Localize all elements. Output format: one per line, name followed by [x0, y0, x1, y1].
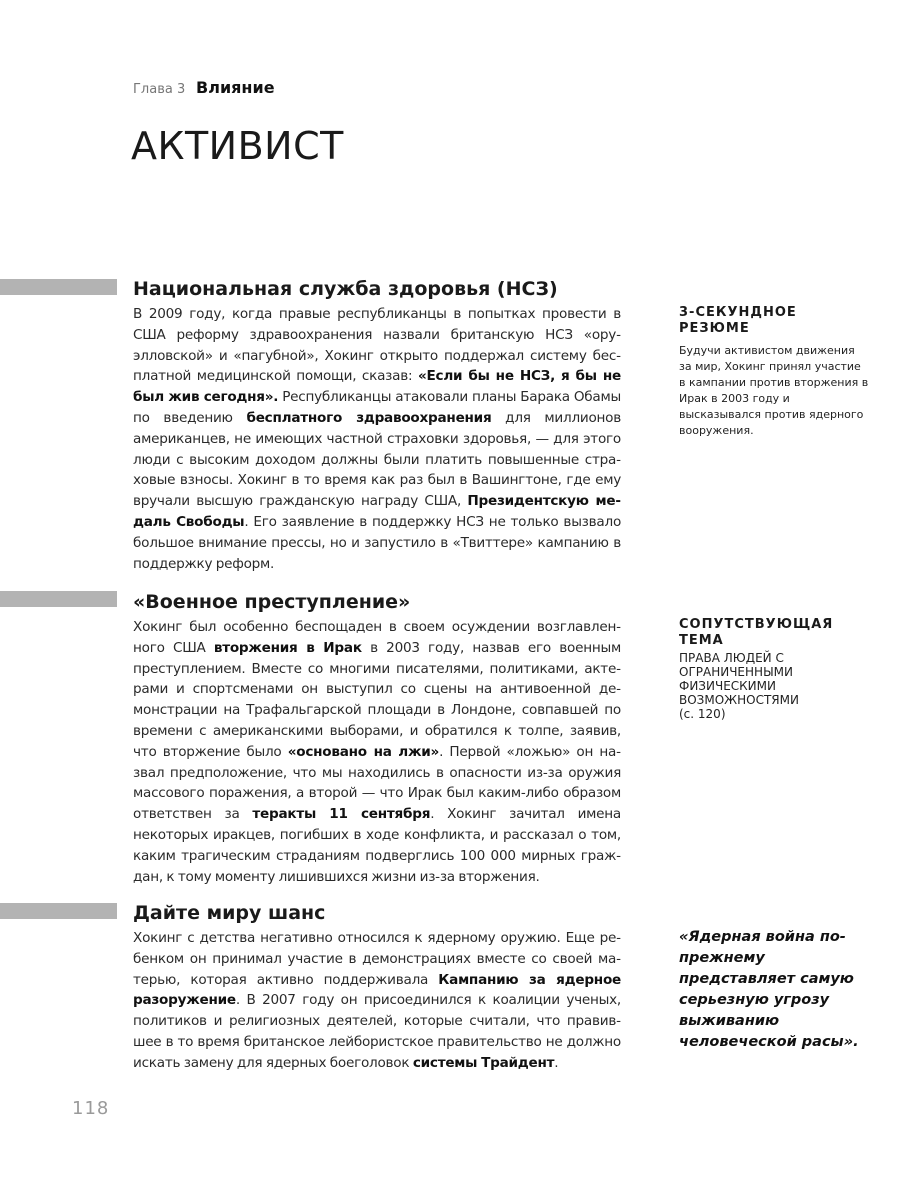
- body-text: Республиканцы атаковали планы Барака Обамы по введению: [133, 389, 621, 426]
- section-marker-bar: [0, 591, 117, 607]
- body-text: Хокинг с детства негативно относился к ядерному оружию. Еще ребенком он принимал участие в демонстрациях вместе со своей матерью, которая активно поддерживала: [133, 930, 621, 988]
- bold-phrase: Кампанию за ядерное разоружение: [133, 971, 621, 1009]
- body-text: . Его заявление в поддержку НСЗ не только вызвало большое внимание прессы, но и запустило в «Твиттере» кампанию в поддержку реформ.: [133, 513, 622, 572]
- bold-phrase: «Если бы не НСЗ, я бы не был жив сегодня».: [133, 368, 621, 406]
- bold-phrase: вторжения в Ирак: [213, 639, 362, 656]
- pull-quote: «Ядерная война по-прежнему представляет самую серьезную угрозу выживанию человеческой расы».: [679, 929, 859, 1050]
- sidebar-related-heading: СОПУТСТВУЮЩАЯ ТЕМА: [679, 617, 834, 648]
- section-body: [133, 304, 621, 574]
- section-heading: Национальная служба здоровья (НСЗ): [133, 278, 558, 300]
- body-text: . Хокинг зачитал имена некоторых иракцев, погибших в ходе конфликта, и рассказал о том, каким трагическим страданиям подверглись 100 000 мирных граждан, к тому моменту лишившихся жизни из-за вторжения.: [133, 806, 621, 885]
- bold-phrase: теракты 11 сентября: [252, 806, 431, 823]
- section-nhs: [133, 277, 621, 574]
- chapter-number: Глава 3: [133, 82, 186, 97]
- bold-phrase: Президентскую медаль Свободы: [133, 493, 621, 530]
- bold-phrase: «основано на лжи»: [287, 743, 440, 760]
- section-war-crime: [133, 590, 621, 887]
- related-topic-link[interactable]: ПРАВА ЛЮДЕЙ С ОГРАНИЧЕННЫМИ ФИЗИЧЕСКИМИ ВОЗМОЖНОСТЯМИ: [679, 651, 799, 707]
- section-heading: Дайте миру шанс: [133, 902, 326, 924]
- section-body: [133, 617, 621, 887]
- section-give-peace-a-chance: [133, 901, 621, 1074]
- sidebar-summary: [679, 305, 869, 439]
- body-text: Хокинг был особенно беспощаден в своем осуждении возглавленного США: [133, 619, 621, 656]
- body-text: в 2003 году, назвав его военным преступлением. Вместе со многими писателями, политиками, актерами и спортсменами он выступил со сцены на антивоенной демонстрации на Трафальгарской площади в Лондоне, совпавшей по времени с американскими выборами, и обратился к толпе, заявив, что вторжение было: [133, 639, 621, 760]
- section-heading: «Военное преступление»: [133, 591, 411, 613]
- body-text: для миллионов американцев, не имеющих частной страховки здоровья, — для этого люди с высоким доходом должны были платить повышенные страховые взносы. Хокинг в то время как раз был в Вашингтоне, где ему вручали высшую гражданскую награду США,: [133, 409, 622, 510]
- body-text: . В 2007 году он присоединился к коалиции ученых, политиков и религиозных деятелей, которые считали, что правившее в то время британское лейбористское правительство не должно искать замену для ядерных боеголовок: [133, 992, 621, 1071]
- sidebar-summary-heading: 3-СЕКУНДНОЕ РЕЗЮМЕ: [679, 305, 797, 336]
- chapter-name: Влияние: [196, 78, 275, 97]
- section-body: [133, 928, 621, 1074]
- bold-phrase: системы Трайдент: [412, 1054, 555, 1071]
- sidebar-related-topic: [679, 617, 869, 721]
- related-topic-page-ref: (с. 120): [679, 707, 726, 721]
- section-marker-bar: [0, 903, 117, 919]
- body-text: .: [554, 1054, 559, 1071]
- section-marker-bar: [0, 279, 117, 295]
- bold-phrase: бесплатного здравоохранения: [246, 409, 492, 426]
- chapter-label: [133, 78, 275, 100]
- page-title: АКТИВИСТ: [131, 124, 344, 168]
- page-number: 118: [72, 1098, 110, 1119]
- body-text: В 2009 году, когда правые республиканцы в попытках провести в США реформу здравоохранения назвали британскую НСЗ «оруэлловской» и «пагубной», Хокинг открыто поддержал систему бесплатной медицинской помощи, сказав:: [133, 306, 621, 385]
- body-text: . Первой «ложью» он назвал предположение, что мы находились в опасности из-за оружия массового поражения, а второй — что Ирак был каким-либо образом ответствен за: [133, 743, 621, 823]
- sidebar-summary-text: Будучи активистом движения за мир, Хокинг принял участие в кампании против вторжения в Ирак в 2003 году и высказывался против ядерного вооружения.: [679, 344, 869, 437]
